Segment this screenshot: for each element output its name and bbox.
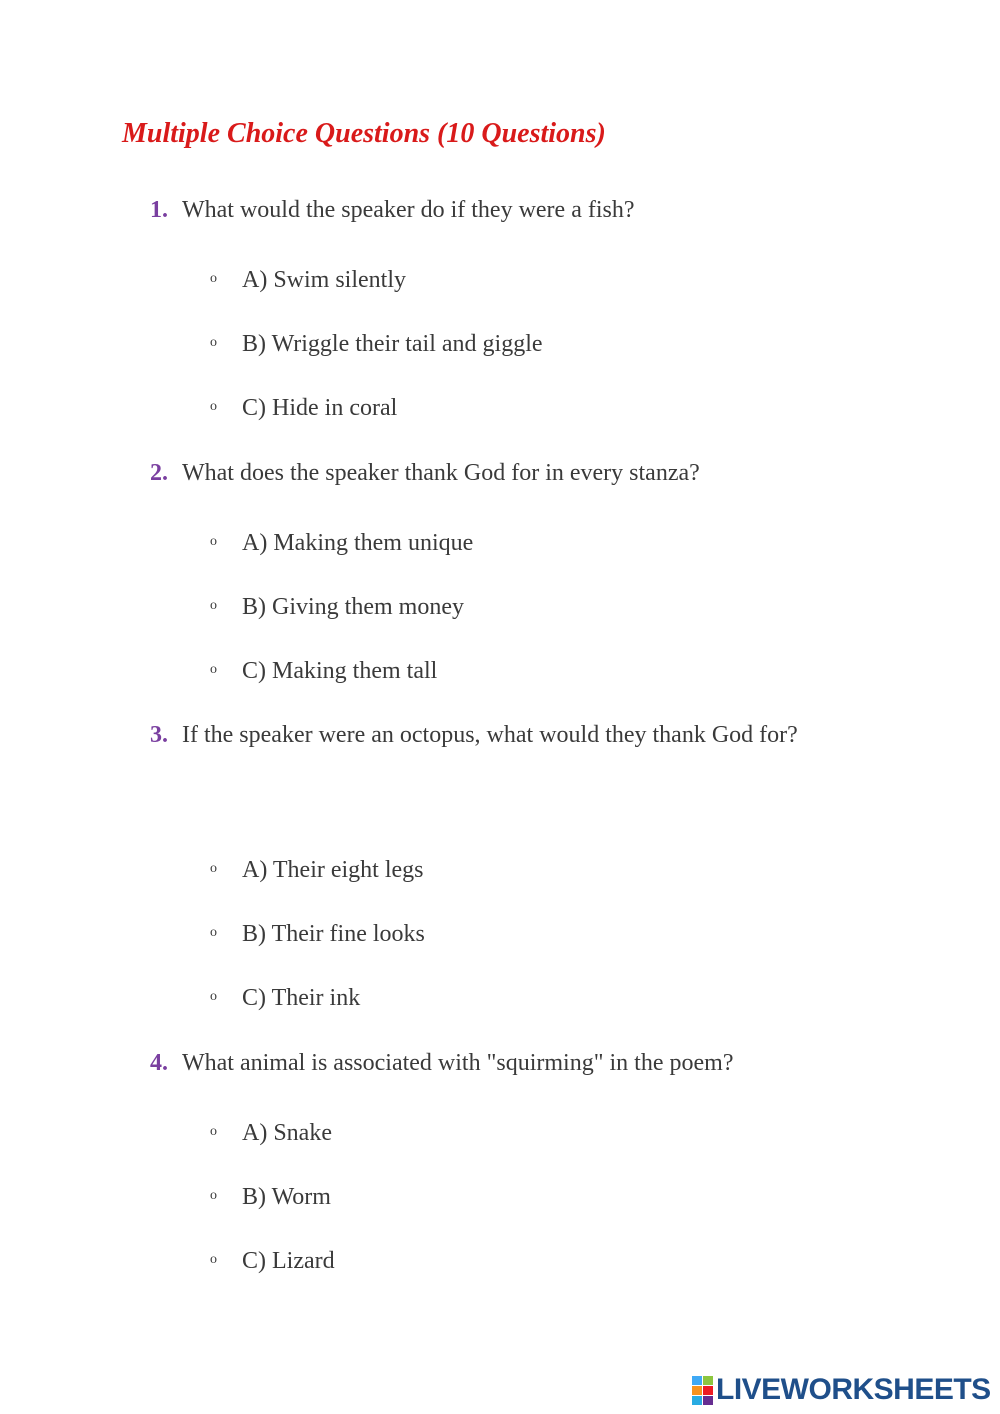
question-number: 3. bbox=[150, 722, 168, 748]
option-text: A) Their eight legs bbox=[242, 857, 424, 883]
logo-text: LIVEWORKSHEETS bbox=[716, 1373, 991, 1406]
circle-bullet-icon: o bbox=[210, 534, 217, 550]
circle-bullet-icon: o bbox=[210, 1188, 217, 1204]
circle-bullet-icon: o bbox=[210, 989, 217, 1005]
option-text: A) Swim silently bbox=[242, 267, 407, 293]
option-text: B) Wriggle their tail and giggle bbox=[242, 331, 543, 357]
question-4-option-a[interactable] bbox=[210, 1113, 332, 1154]
question-3-option-a[interactable] bbox=[210, 850, 424, 891]
question-3-option-b[interactable] bbox=[210, 914, 425, 955]
question-1 bbox=[150, 178, 635, 242]
question-text: What does the speaker thank God for in every stanza? bbox=[182, 460, 700, 486]
option-text: C) Lizard bbox=[242, 1248, 335, 1274]
question-number: 2. bbox=[150, 460, 168, 486]
question-text: What animal is associated with "squirming" in the poem? bbox=[182, 1050, 734, 1076]
question-number: 4. bbox=[150, 1050, 168, 1076]
circle-bullet-icon: o bbox=[210, 335, 217, 351]
question-2 bbox=[150, 441, 700, 505]
question-3-option-c[interactable] bbox=[210, 978, 360, 1019]
option-text: C) Hide in coral bbox=[242, 395, 398, 421]
circle-bullet-icon: o bbox=[210, 399, 217, 415]
circle-bullet-icon: o bbox=[210, 1124, 217, 1140]
option-text: C) Their ink bbox=[242, 985, 361, 1011]
option-text: A) Making them unique bbox=[242, 530, 474, 556]
option-text: B) Their fine looks bbox=[242, 921, 425, 947]
question-text: If the speaker were an octopus, what would they thank God for? bbox=[182, 722, 798, 748]
section-title: Multiple Choice Questions (10 Questions) bbox=[122, 118, 606, 149]
question-2-option-c[interactable] bbox=[210, 651, 437, 692]
circle-bullet-icon: o bbox=[210, 662, 217, 678]
circle-bullet-icon: o bbox=[210, 861, 217, 877]
question-2-option-b[interactable] bbox=[210, 587, 464, 628]
circle-bullet-icon: o bbox=[210, 271, 217, 287]
question-2-option-a[interactable] bbox=[210, 523, 473, 564]
question-4-option-c[interactable] bbox=[210, 1241, 335, 1282]
circle-bullet-icon: o bbox=[210, 1252, 217, 1268]
liveworksheets-logo-icon bbox=[692, 1376, 712, 1404]
circle-bullet-icon: o bbox=[210, 598, 217, 614]
option-text: A) Snake bbox=[242, 1120, 332, 1146]
question-1-option-a[interactable] bbox=[210, 260, 406, 301]
question-1-option-b[interactable] bbox=[210, 324, 543, 365]
option-text: C) Making them tall bbox=[242, 658, 438, 684]
question-4 bbox=[150, 1031, 733, 1095]
question-number: 1. bbox=[150, 197, 168, 223]
liveworksheets-logo[interactable] bbox=[692, 1370, 991, 1410]
option-text: B) Giving them money bbox=[242, 594, 464, 620]
question-1-option-c[interactable] bbox=[210, 388, 397, 429]
question-text: What would the speaker do if they were a fish? bbox=[182, 197, 635, 223]
circle-bullet-icon: o bbox=[210, 925, 217, 941]
question-3 bbox=[150, 703, 870, 768]
question-4-option-b[interactable] bbox=[210, 1177, 331, 1218]
option-text: B) Worm bbox=[242, 1184, 331, 1210]
